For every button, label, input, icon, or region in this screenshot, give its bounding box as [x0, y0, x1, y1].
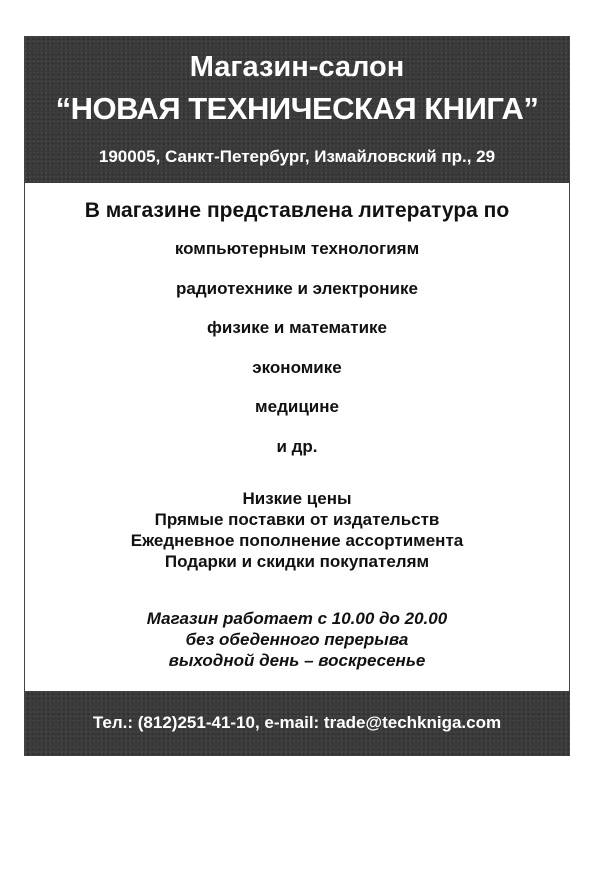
- benefits-list: [25, 488, 569, 572]
- topic-item: экономике: [252, 357, 342, 377]
- benefit-item: Прямые поставки от издательств: [154, 510, 440, 529]
- benefit-item: Ежедневное пополнение ассортимента: [130, 531, 464, 550]
- topic-item: радиотехнике и электронике: [176, 278, 418, 298]
- hours-line: выходной день – воскресенье: [168, 651, 426, 670]
- benefit-item: Подарки и скидки покупателям: [164, 552, 430, 571]
- hours-line: Магазин работает с 10.00 до 20.00: [146, 609, 448, 628]
- topic-item: компьютерным технологиям: [174, 239, 420, 258]
- intro-text: В магазине представлена литература по: [84, 199, 510, 222]
- topics-list: [25, 238, 569, 475]
- store-address: 190005, Санкт-Петербург, Измайловский пр., 29: [98, 147, 496, 166]
- topic-item: физике и математике: [207, 318, 387, 337]
- footer-band: [25, 691, 569, 756]
- topic-item: и др.: [276, 436, 318, 456]
- opening-hours: [25, 608, 569, 671]
- store-type: Магазин-салон: [189, 51, 405, 83]
- advertisement-flyer: [24, 36, 570, 756]
- header-band: [25, 36, 569, 183]
- contact-info: Тел.: (812)251-41-10, e-mail: trade@techkniga.com: [92, 713, 502, 732]
- hours-line: без обеденного перерыва: [185, 630, 409, 649]
- store-name: “НОВАЯ ТЕХНИЧЕСКАЯ КНИГА”: [55, 91, 539, 126]
- topic-item: медицине: [255, 397, 339, 416]
- benefit-item: Низкие цены: [242, 489, 352, 508]
